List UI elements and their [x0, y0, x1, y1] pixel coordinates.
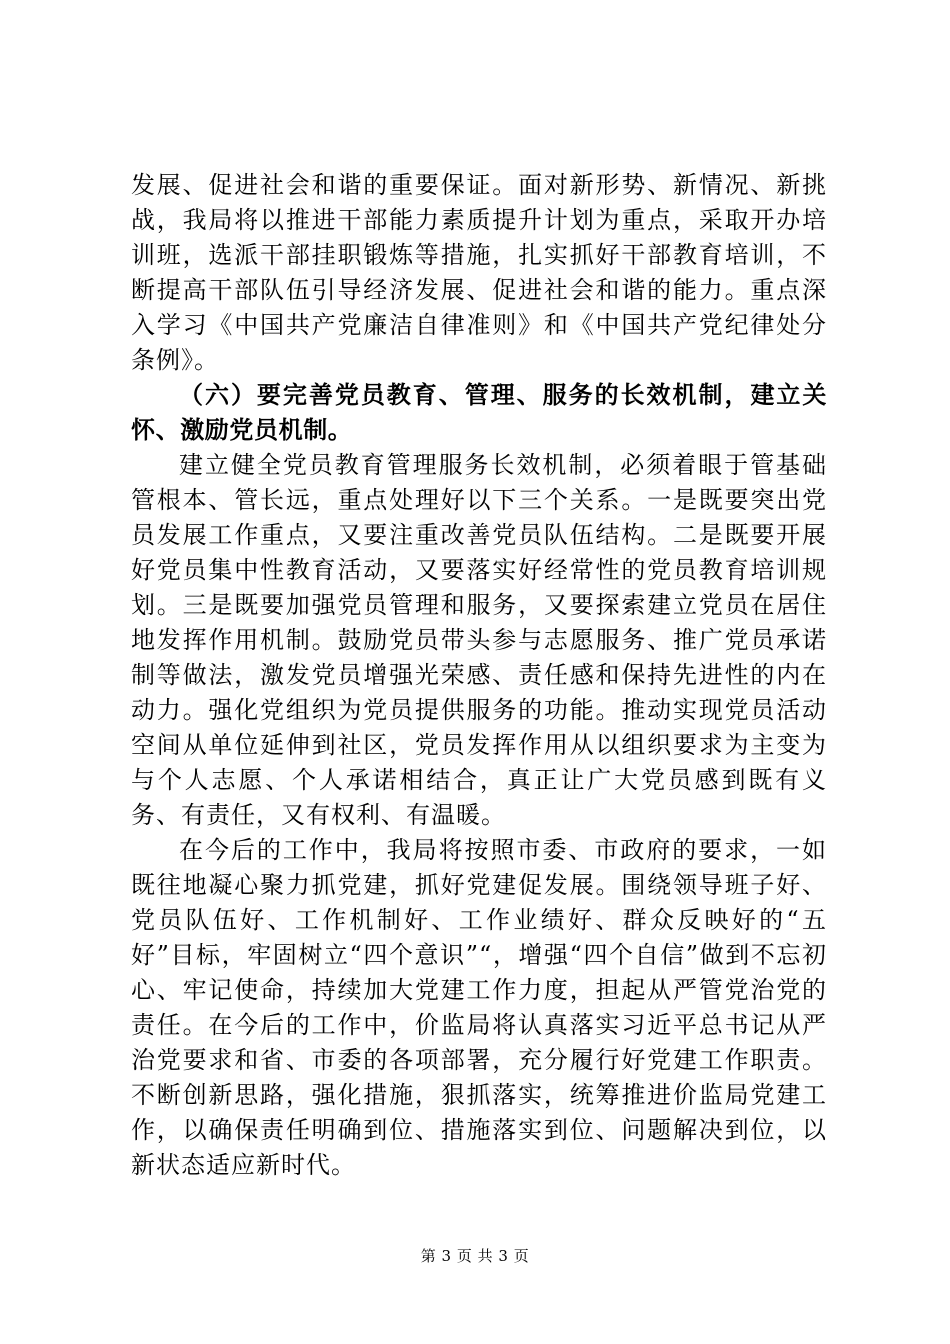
page-number-footer: 第 3 页 共 3 页	[420, 1247, 530, 1265]
paragraph-party-member-mechanism: 建立健全党员教育管理服务长效机制，必须着眼于管基础管根本、管长远，重点处理好以下三个关系。一是既要突出党员发展工作重点，又要注重改善党员队伍结构。二是既要开展好党员集中性教育活动，又要落实好经常性的党员教育培训规划。三是既要加强党员管理和服务，又要探索建立党员在居住地发挥作用机制。鼓励党员带头参与志愿服务、推广党员承诺制等做法，激发党员增强光荣感、责任感和保持先进性的内在动力。强化党组织为党员提供服务的功能。推动实现党员活动空间从单位延伸到社区，党员发挥作用从以组织要求为主变为与个人志愿、个人承诺相结合，真正让广大党员感到既有义务、有责任，又有权利、有温暖。	[131, 451, 827, 829]
paragraph-continuation: 发展、促进社会和谐的重要保证。面对新形势、新情况、新挑战，我局将以推进干部能力素质提升计划为重点，采取开办培训班，选派干部挂职锻炼等措施，扎实抓好干部教育培训，不断提高干部队伍引导经济发展、促进社会和谐的能力。重点深入学习《中国共产党廉洁自律准则》和《中国共产党纪律处分条例》。	[131, 171, 827, 374]
document-body	[131, 168, 827, 1183]
section-heading-six: （六）要完善党员教育、管理、服务的长效机制，建立关怀、激励党员机制。	[131, 381, 827, 444]
paragraph-future-work: 在今后的工作中，我局将按照市委、市政府的要求，一如既往地凝心聚力抓党建，抓好党建促发展。围绕领导班子好、党员队伍好、工作机制好、工作业绩好、群众反映好的“五好”目标，牢固树立“四个意识”“，增强“四个自信”做到不忘初心、牢记使命，持续加大党建工作力度，担起从严管党治党的责任。在今后的工作中，价监局将认真落实习近平总书记从严治党要求和省、市委的各项部署，充分履行好党建工作职责。不断创新思路，强化措施，狠抓落实，统筹推进价监局党建工作，以确保责任明确到位、措施落实到位、问题解决到位，以新状态适应新时代。	[131, 836, 827, 1179]
